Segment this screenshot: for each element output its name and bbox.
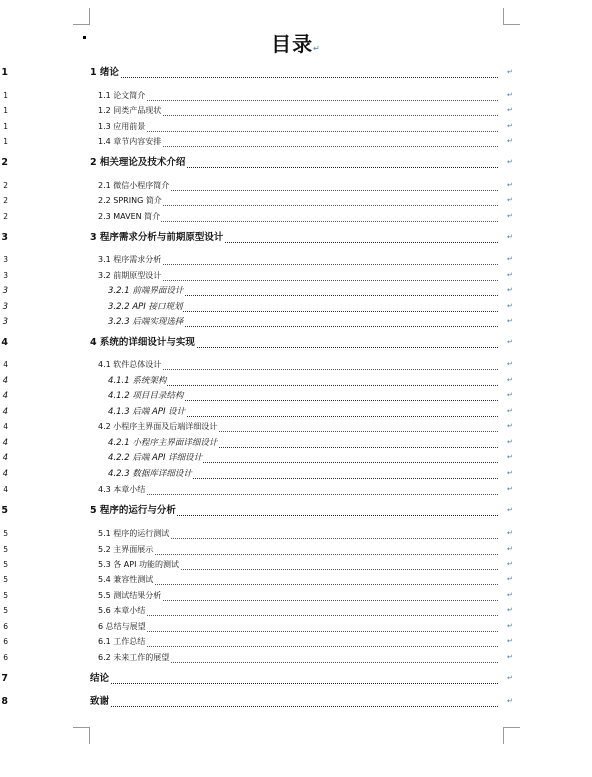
paragraph-mark: ↵ (313, 44, 321, 53)
toc-entry-label: 3.2.1 前端界面设计 (108, 286, 184, 296)
crop-mark-bottom-left (73, 727, 90, 744)
paragraph-mark: ↵ (507, 338, 513, 346)
paragraph-mark: ↵ (507, 196, 513, 204)
paragraph-mark: ↵ (507, 591, 513, 599)
toc-entry[interactable] (0, 284, 592, 298)
toc-entry[interactable] (0, 672, 592, 686)
toc-entry-page-number: 3 (1, 232, 8, 243)
paragraph-mark: ↵ (507, 286, 513, 294)
dot-leader (98, 635, 498, 647)
toc-entry-page-number: 6 (0, 651, 8, 665)
toc-entry-label: 4.1.2 项目目录结构 (108, 391, 184, 401)
toc-entry-page-number: 4 (1, 337, 8, 348)
toc-entry-page-number: 5 (1, 505, 8, 516)
toc-entry-page-number: 1 (0, 120, 8, 134)
toc-entry-label: 5.1 程序的运行测试 (98, 527, 170, 541)
dot-leader (98, 89, 498, 101)
dot-leader (98, 120, 498, 132)
toc-entry-label: 2 相关理论及技术介绍 (90, 157, 186, 168)
paragraph-mark: ↵ (507, 271, 513, 279)
paragraph-mark: ↵ (507, 485, 513, 493)
paragraph-mark: ↵ (507, 637, 513, 645)
toc-entry-label: 2.1 微信小程序简介 (98, 179, 170, 193)
toc-entry-label: 4.2.1 小程序主界面详细设计 (108, 438, 218, 448)
toc-entry-page-number: 3 (0, 269, 8, 283)
toc-entry-label: 4.2.3 数据库详细设计 (108, 469, 192, 479)
dot-leader (98, 573, 498, 585)
toc-entry[interactable] (0, 66, 592, 80)
paragraph-mark: ↵ (507, 212, 513, 220)
toc-entry[interactable] (0, 104, 592, 118)
toc-entry[interactable] (0, 179, 592, 193)
toc-entry-label: 3 程序需求分析与前期原型设计 (90, 232, 224, 243)
toc-entry-label: 1.4 章节内容安排 (98, 135, 162, 149)
toc-entry[interactable] (0, 504, 592, 518)
toc-entry[interactable] (0, 210, 592, 224)
toc-entry-label: 1 绪论 (90, 67, 119, 78)
toc-entry[interactable] (0, 543, 592, 557)
paragraph-mark: ↵ (507, 506, 513, 514)
paragraph-mark: ↵ (507, 606, 513, 614)
toc-entry[interactable] (0, 405, 592, 419)
toc-entry[interactable] (0, 620, 592, 634)
toc-entry[interactable] (0, 436, 592, 450)
toc-entry[interactable] (0, 374, 592, 388)
toc-entry-page-number: 6 (0, 635, 8, 649)
toc-entry-page-number: 4 (0, 467, 8, 481)
paragraph-mark: ↵ (507, 122, 513, 130)
toc-title-text: 目录 (271, 32, 314, 56)
toc-entry[interactable] (0, 156, 592, 170)
paragraph-mark: ↵ (507, 360, 513, 368)
toc-entry-label: 6.1 工作总结 (98, 635, 146, 649)
toc-title (0, 30, 592, 63)
paragraph-mark: ↵ (507, 233, 513, 241)
paragraph-mark: ↵ (507, 158, 513, 166)
toc-entry[interactable] (0, 194, 592, 208)
paragraph-mark: ↵ (507, 137, 513, 145)
paragraph-mark: ↵ (507, 469, 513, 477)
toc-entry-page-number: 4 (0, 374, 8, 388)
paragraph-mark: ↵ (507, 68, 513, 76)
toc-entry-page-number: 8 (1, 696, 8, 707)
toc-entry-page-number: 3 (0, 315, 8, 329)
toc-entry-label: 6.2 未来工作的展望 (98, 651, 170, 665)
paragraph-mark: ↵ (507, 317, 513, 325)
paragraph-mark: ↵ (507, 653, 513, 661)
toc-entry-page-number: 4 (0, 451, 8, 465)
paragraph-mark: ↵ (507, 106, 513, 114)
dot-leader (98, 604, 498, 616)
toc-entry-page-number: 6 (0, 620, 8, 634)
toc-entry-page-number: 1 (0, 104, 8, 118)
toc-entry-page-number: 4 (0, 483, 8, 497)
toc-entry-label: 1.2 同类产品现状 (98, 104, 162, 118)
paragraph-mark: ↵ (507, 391, 513, 399)
toc-entry[interactable] (0, 635, 592, 649)
paragraph-mark: ↵ (507, 575, 513, 583)
toc-entry[interactable] (0, 451, 592, 465)
toc-entry-page-number: 1 (0, 89, 8, 103)
toc-entry[interactable] (0, 604, 592, 618)
toc-entry-label: 4.2.2 后端 API 详细设计 (108, 453, 203, 463)
paragraph-mark: ↵ (507, 697, 513, 705)
toc-entry-label: 5.3 各 API 功能的测试 (98, 558, 180, 572)
toc-entry-label: 2.2 SPRING 简介 (98, 194, 163, 208)
crop-mark-top-right (503, 8, 520, 25)
toc-entry-page-number: 2 (0, 194, 8, 208)
toc-entry-label: 4 系统的详细设计与实现 (90, 337, 195, 348)
toc-entry-page-number: 5 (0, 604, 8, 618)
toc-entry-label: 结论 (90, 673, 110, 684)
toc-entry-page-number: 4 (0, 436, 8, 450)
toc-entry-label: 5.4 兼容性测试 (98, 573, 154, 587)
toc-entry-label: 致谢 (90, 696, 110, 707)
toc-entry-label: 5.5 测试结果分析 (98, 589, 162, 603)
paragraph-mark: ↵ (507, 91, 513, 99)
toc-entry-page-number: 2 (0, 179, 8, 193)
toc-entry-label: 4.1.1 系统架构 (108, 376, 167, 386)
toc-entry[interactable] (0, 573, 592, 587)
toc-entry-label: 1.3 应用前景 (98, 120, 146, 134)
toc-entry-label: 3.1 程序需求分析 (98, 253, 162, 267)
paragraph-mark: ↵ (507, 674, 513, 682)
toc-entry-page-number: 1 (0, 135, 8, 149)
paragraph-mark: ↵ (507, 529, 513, 537)
paragraph-mark: ↵ (507, 545, 513, 553)
toc-entry-page-number: 4 (0, 420, 8, 434)
toc-entry[interactable] (0, 89, 592, 103)
toc-entry-page-number: 4 (0, 405, 8, 419)
toc-entry-label: 4.3 本章小结 (98, 483, 146, 497)
dot-leader (98, 483, 498, 495)
paragraph-mark: ↵ (507, 453, 513, 461)
toc-entry[interactable] (0, 589, 592, 603)
toc-entry-label: 3.2 前期原型设计 (98, 269, 162, 283)
toc-entry[interactable] (0, 269, 592, 283)
toc-entry-label: 2.3 MAVEN 简介 (98, 210, 161, 224)
toc-entry-label: 6 总结与展望 (98, 620, 147, 634)
toc-entry-page-number: 7 (1, 673, 8, 684)
toc-entry-label: 5 程序的运行与分析 (90, 505, 176, 516)
toc-entry-label: 5.2 主界面展示 (98, 543, 154, 557)
toc-entry-label: 3.2.2 API 接口规划 (108, 302, 183, 312)
toc-entry[interactable] (0, 651, 592, 665)
toc-entry-page-number: 4 (0, 358, 8, 372)
paragraph-mark: ↵ (507, 622, 513, 630)
toc-entry-page-number: 5 (0, 558, 8, 572)
toc-entry[interactable] (0, 135, 592, 149)
toc-entry[interactable] (0, 389, 592, 403)
toc-entry-page-number: 2 (0, 210, 8, 224)
toc-entry[interactable] (0, 558, 592, 572)
toc-entry[interactable] (0, 695, 592, 709)
dot-leader (90, 695, 498, 707)
toc-entry[interactable] (0, 358, 592, 372)
paragraph-mark: ↵ (507, 255, 513, 263)
toc-entry-page-number: 4 (0, 389, 8, 403)
paragraph-mark: ↵ (507, 560, 513, 568)
toc-entry[interactable] (0, 483, 592, 497)
toc-entry-page-number: 3 (0, 300, 8, 314)
toc-entry-label: 4.2 小程序主界面及后端详细设计 (98, 420, 218, 434)
toc-entry-page-number: 5 (0, 543, 8, 557)
toc-entry-label: 3.2.3 后端实现选择 (108, 317, 184, 327)
paragraph-mark: ↵ (507, 407, 513, 415)
paragraph-mark: ↵ (507, 181, 513, 189)
toc-entry[interactable] (0, 527, 592, 541)
paragraph-mark: ↵ (507, 438, 513, 446)
toc-entry-label: 1.1 论文简介 (98, 89, 146, 103)
toc-entry[interactable] (0, 336, 592, 350)
crop-mark-bottom-right (503, 727, 520, 744)
toc-entry-page-number: 2 (1, 157, 8, 168)
toc-entry-page-number: 5 (0, 589, 8, 603)
toc-entry-page-number: 3 (0, 253, 8, 267)
toc-entry-page-number: 5 (0, 527, 8, 541)
toc-entry-label: 4.1 软件总体设计 (98, 358, 162, 372)
toc-entry[interactable] (0, 467, 592, 481)
toc-entry[interactable] (0, 120, 592, 134)
toc-entry[interactable] (0, 300, 592, 314)
dot-leader (98, 620, 498, 632)
paragraph-mark: ↵ (507, 422, 513, 430)
toc-entry[interactable] (0, 231, 592, 245)
dot-leader (98, 543, 498, 555)
toc-entry-label: 5.6 本章小结 (98, 604, 146, 618)
toc-entry[interactable] (0, 315, 592, 329)
crop-mark-top-left (73, 8, 90, 25)
toc-entry[interactable] (0, 253, 592, 267)
toc-entry-page-number: 3 (0, 284, 8, 298)
dot-leader (90, 672, 498, 684)
paragraph-mark: ↵ (507, 376, 513, 384)
dot-leader (90, 66, 498, 78)
toc-entry[interactable] (0, 420, 592, 434)
paragraph-mark: ↵ (507, 302, 513, 310)
toc-entry-page-number: 5 (0, 573, 8, 587)
toc-entry-page-number: 1 (1, 67, 8, 78)
toc-entry-label: 4.1.3 后端 API 设计 (108, 407, 186, 417)
